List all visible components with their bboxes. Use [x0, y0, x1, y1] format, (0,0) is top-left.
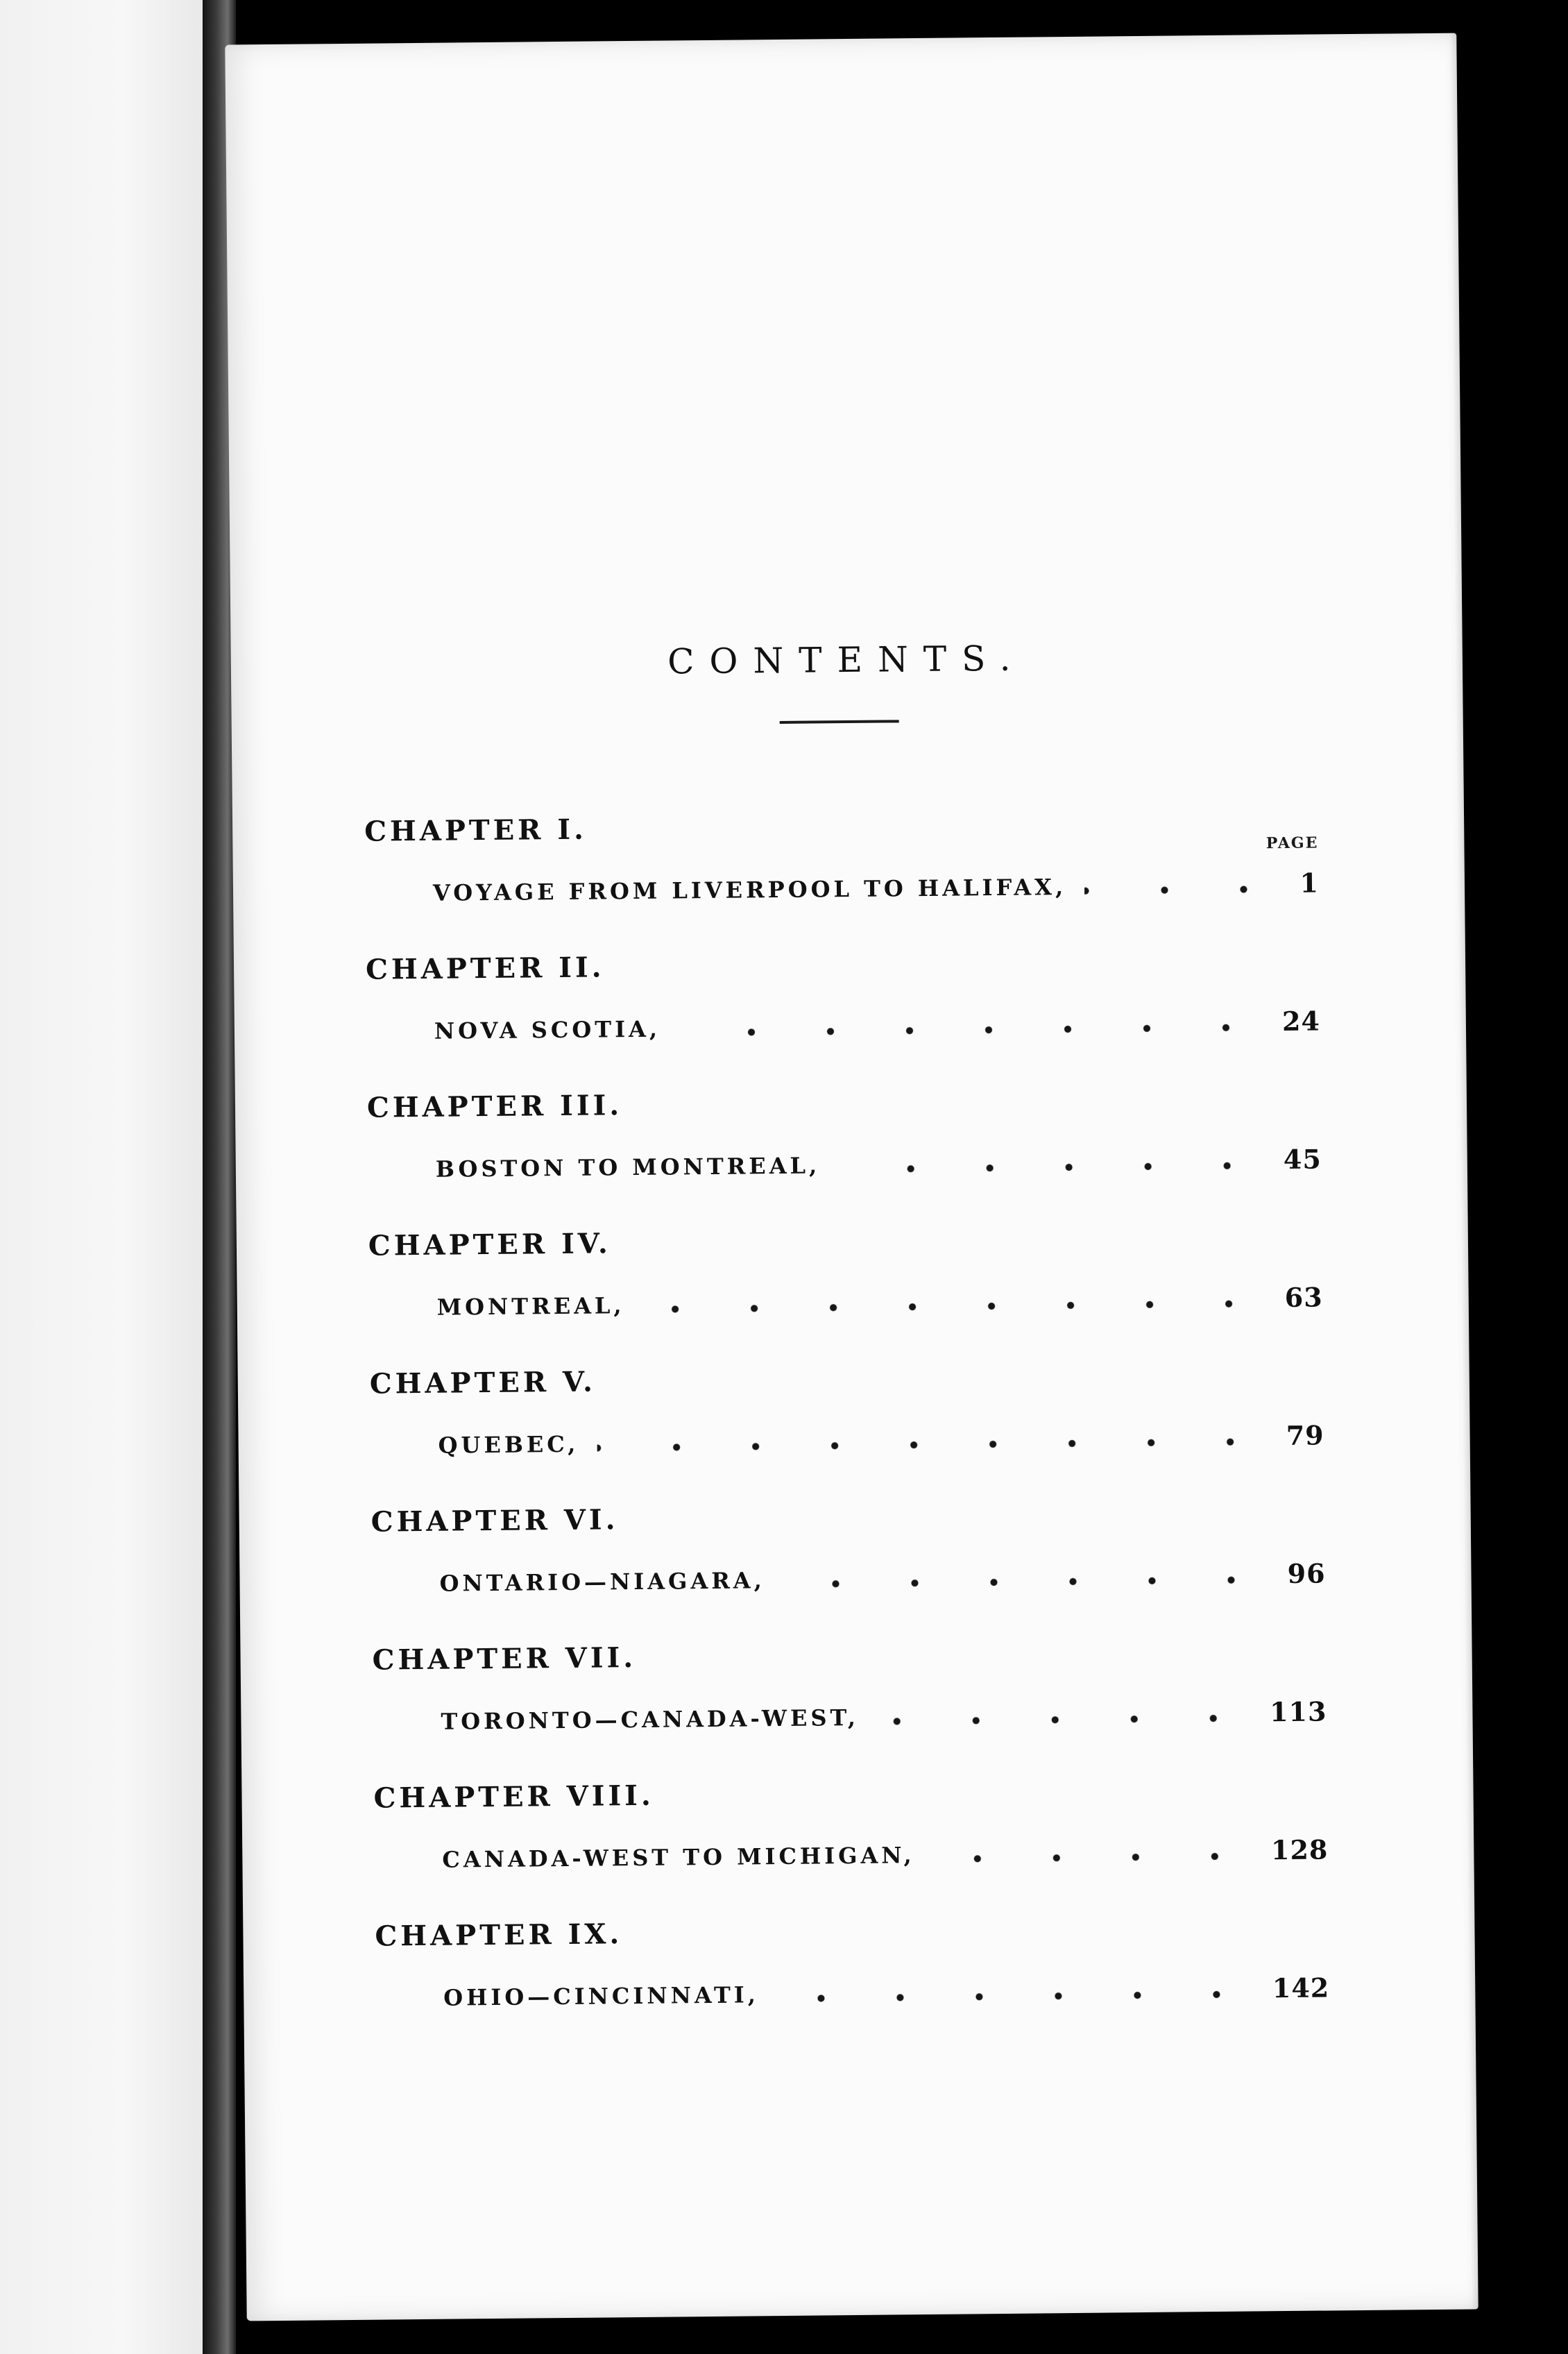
page-number: 1	[1299, 867, 1320, 899]
dot-leader	[838, 1161, 1267, 1174]
toc-entry[interactable]	[434, 1006, 1320, 1049]
chapter-title: MONTREAL,	[436, 1292, 625, 1321]
title-rule	[780, 720, 899, 724]
chapter-heading: CHAPTER IV.	[368, 1227, 611, 1262]
chapter-title: NOVA SCOTIA,	[434, 1015, 661, 1044]
page-number: 142	[1272, 1972, 1330, 2004]
toc-chapter-9	[243, 1909, 1476, 2060]
chapter-title: BOSTON TO MONTREAL,	[435, 1152, 821, 1183]
page-number: 113	[1269, 1695, 1327, 1728]
toc-entry[interactable]	[442, 1834, 1328, 1877]
toc-chapter-7	[240, 1633, 1473, 1784]
chapter-title: CANADA-WEST TO MICHIGAN,	[442, 1842, 915, 1873]
toc-chapter-4	[237, 1219, 1469, 1369]
toc-chapter-8	[241, 1771, 1474, 1922]
page-title: CONTENTS.	[667, 638, 1026, 682]
toc-entry[interactable]	[436, 1143, 1322, 1186]
dot-leader	[933, 1852, 1255, 1863]
chapter-heading: CHAPTER II.	[365, 951, 605, 986]
toc-entry[interactable]	[443, 1972, 1329, 2015]
chapter-heading: CHAPTER VIII.	[373, 1779, 655, 1815]
chapter-heading: CHAPTER VII.	[372, 1641, 637, 1677]
page-number: 24	[1281, 1005, 1321, 1038]
toc-chapter-3	[235, 1081, 1468, 1231]
chapter-title: VOYAGE FROM LIVERPOOL TO HALIFAX,	[432, 874, 1067, 906]
chapter-heading: CHAPTER I.	[364, 813, 588, 848]
toc-entry[interactable]	[433, 867, 1319, 911]
dot-leader	[643, 1299, 1268, 1314]
dot-leader	[597, 1437, 1270, 1452]
chapter-heading: CHAPTER III.	[366, 1089, 623, 1124]
chapter-heading: CHAPTER IX.	[375, 1917, 623, 1953]
page-column-label: PAGE	[1266, 833, 1319, 853]
chapter-title: OHIO—CINCINNATI,	[443, 1981, 760, 2011]
facing-page	[0, 0, 203, 2354]
toc-chapter-6	[239, 1495, 1472, 1645]
page-number: 79	[1286, 1419, 1324, 1452]
dot-leader	[783, 1575, 1271, 1589]
dot-leader	[777, 1990, 1256, 2003]
page-number: 128	[1270, 1834, 1329, 1866]
toc-chapter-5	[238, 1357, 1471, 1507]
chapter-heading: CHAPTER V.	[369, 1365, 597, 1400]
chapter-heading: CHAPTER VI.	[370, 1503, 619, 1539]
toc-chapter-2	[234, 942, 1467, 1093]
dot-leader	[1084, 885, 1284, 895]
toc-entry[interactable]	[437, 1281, 1323, 1324]
chapter-title: QUEBEC,	[438, 1430, 579, 1459]
page-number: 96	[1287, 1557, 1326, 1589]
page-number: 63	[1284, 1281, 1323, 1314]
toc-entry[interactable]	[441, 1695, 1327, 1738]
dot-leader	[679, 1023, 1266, 1037]
chapter-title: ONTARIO—NIAGARA,	[439, 1567, 765, 1597]
contents-page	[225, 33, 1478, 2321]
page-number: 45	[1283, 1143, 1322, 1176]
toc-entry[interactable]	[438, 1419, 1324, 1462]
toc-chapter-1	[232, 805, 1465, 956]
toc-entry[interactable]	[439, 1557, 1325, 1600]
dot-leader	[877, 1713, 1253, 1725]
chapter-title: TORONTO—CANADA-WEST,	[441, 1704, 860, 1735]
